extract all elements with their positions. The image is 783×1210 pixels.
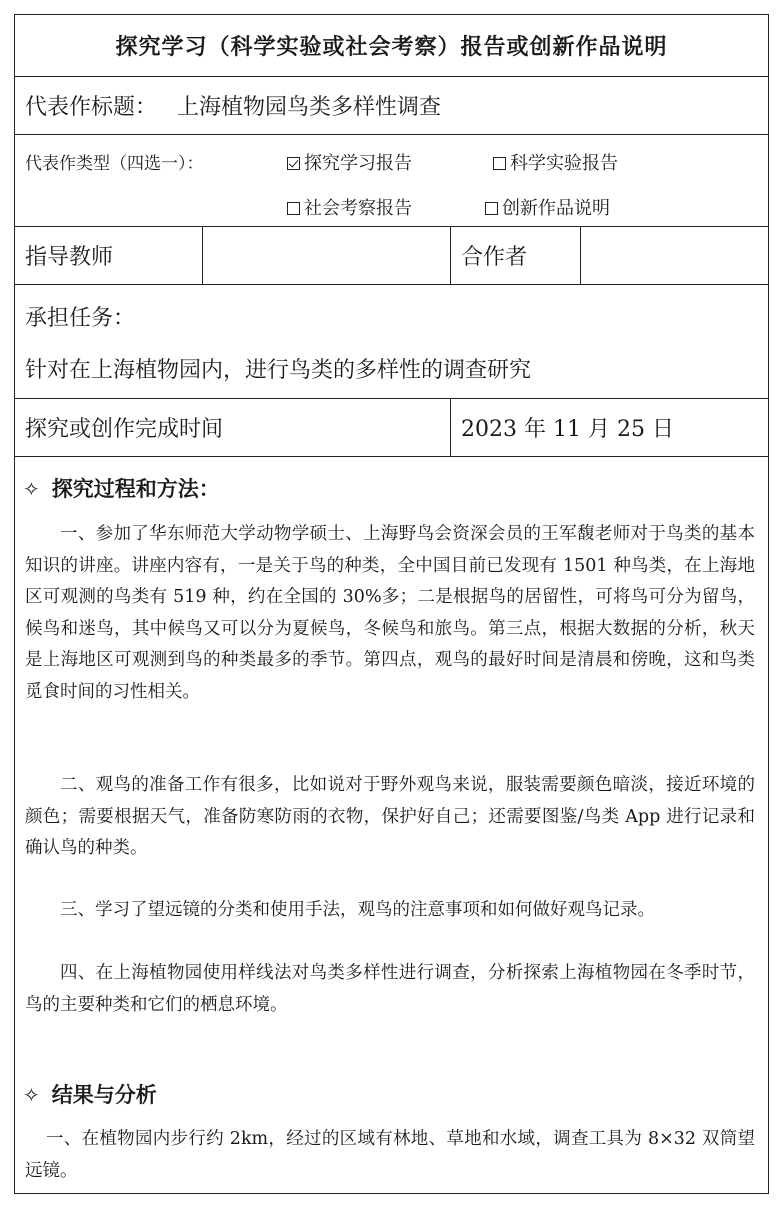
option-label: 社会考察报告 (304, 198, 412, 219)
diamond-icon: ✧ (23, 477, 40, 501)
results-heading-text: 结果与分析 (51, 1083, 157, 1107)
option-social-survey-report[interactable] (287, 194, 412, 220)
process-paragraph-4: 四、在上海植物园使用样线法对鸟类多样性进行调查，分析探索上海植物园在冬季时节，鸟的主要种类和它们的栖息环境。 (25, 963, 755, 1015)
option-label: 科学实验报告 (510, 153, 618, 174)
completion-value: 2023 年 11 月 25 日 (461, 417, 674, 442)
partner-value-cell[interactable] (580, 227, 768, 284)
form-title: 探究学习（科学实验或社会考察）报告或创新作品说明 (115, 35, 668, 60)
partner-label-cell (450, 227, 580, 284)
form-title-row (15, 15, 768, 77)
option-science-experiment-report[interactable] (493, 149, 618, 175)
completion-value-cell (450, 399, 768, 456)
advisor-value-cell[interactable] (202, 227, 450, 284)
work-type-label: 代表作类型（四选一）： (25, 154, 204, 174)
results-paragraph-1: 一、在植物园内步行约 2km，经过的区域有林地、草地和水域，调查工具为 8×32 双筒望远镜。 (25, 1129, 755, 1181)
checked-box-icon[interactable] (287, 157, 300, 170)
task-row (15, 285, 768, 399)
process-heading-text: 探究过程和方法： (51, 477, 220, 501)
process-heading (23, 473, 220, 503)
partner-label: 合作者 (461, 245, 528, 270)
checkbox-icon[interactable] (493, 157, 506, 170)
task-label: 承担任务： (25, 306, 136, 331)
advisor-label: 指导教师 (25, 245, 114, 270)
work-title-value: 上海植物园鸟类多样性调查 (177, 95, 442, 120)
work-title-row (15, 77, 768, 135)
report-form (14, 14, 769, 1194)
process-paragraph-2: 二、观鸟的准备工作有很多，比如说对于野外观鸟来说，服装需要颜色暗淡，接近环境的颜色；需要根据天气，准备防寒防雨的衣物，保护好自己；还需要图鉴/鸟类 App 进行记录和确认鸟的种类。 (25, 775, 755, 858)
process-paragraph-1: 一、参加了华东师范大学动物学硕士、上海野鸟会资深会员的王军馥老师对于鸟类的基本知识的讲座。讲座内容有，一是关于鸟的种类，全中国目前已发现有 1501 种鸟类，在上海地区可观测的鸟类有 519 种，约在全国的 30%多；二是根据鸟的居留性，可将鸟可分为留鸟，候鸟和迷鸟，其中候鸟又可以分为夏候鸟，冬候鸟和旅鸟。第三点，根据大数据的分析，秋天是上海地区可观测到鸟的种类最多的季节。第四点，观鸟的最好时间是清晨和傍晚，这和鸟类觅食时间的习性相关。 (25, 524, 755, 702)
results-heading (23, 1079, 157, 1109)
task-text: 针对在上海植物园内，进行鸟类的多样性的调查研究 (25, 358, 532, 383)
completion-label: 探究或创作完成时间 (25, 417, 224, 442)
completion-row (15, 399, 768, 457)
people-row (15, 227, 768, 285)
work-title-label: 代表作标题： (25, 95, 158, 120)
option-label: 探究学习报告 (304, 153, 412, 174)
option-label: 创新作品说明 (502, 198, 610, 219)
checkbox-icon[interactable] (287, 202, 300, 215)
checkbox-icon[interactable] (485, 202, 498, 215)
option-innovation-description[interactable] (485, 194, 610, 220)
work-type-row (15, 135, 768, 227)
process-paragraph-3: 三、学习了望远镜的分类和使用手法，观鸟的注意事项和如何做好观鸟记录。 (60, 900, 655, 920)
diamond-icon: ✧ (23, 1083, 40, 1107)
option-inquiry-report[interactable] (287, 149, 412, 175)
